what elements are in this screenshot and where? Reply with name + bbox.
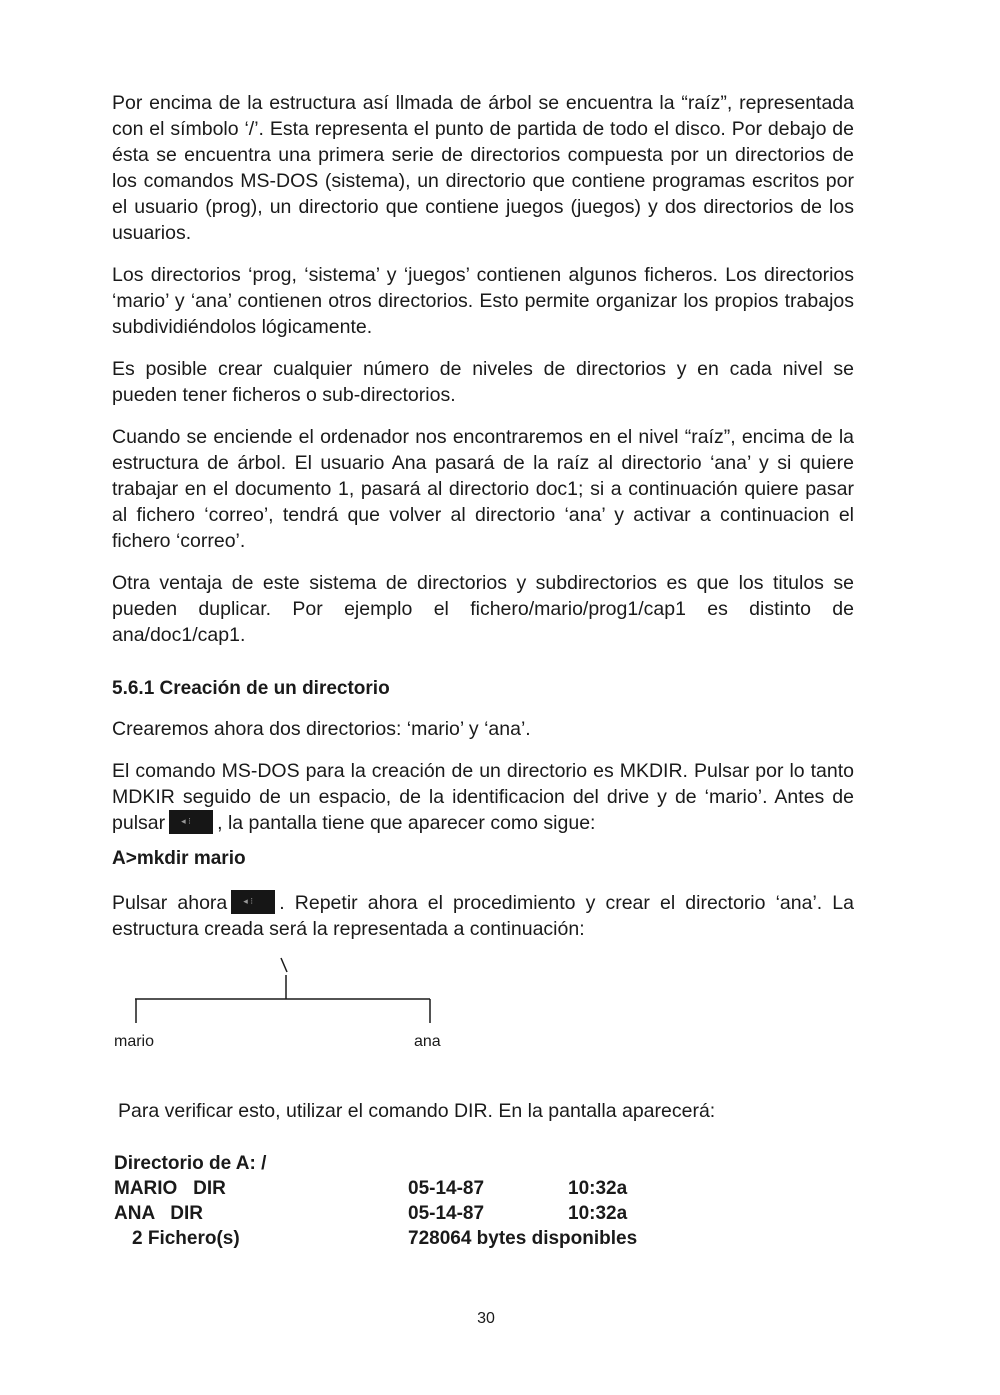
dir-row-name: MARIO DIR (114, 1178, 226, 1199)
page-number: 30 (477, 1310, 495, 1327)
paragraph-directory-contents: Los directorios ‘prog, ‘sistema’ y ‘juegos’ contienen algunos ficheros. Los directorios ‘mario’ y ‘ana’ contienen otros directorios. Esto permite organizar los propios trabajos subdividiéndolos lógicamente. (112, 264, 854, 338)
paragraph-navigation: Cuando se enciende el ordenador nos encontraremos en el nivel “raíz”, encima de la estructura de árbol. El usuario Ana pasará de la raíz al directorio ‘ana’ y si quiere trabajar en el documento 1, pasará al directorio doc1; si a continuación quiere pasar al fichero ‘correo’, tendrá que volver al directorio ‘ana’ y activar a continuacion el fichero ‘correo’. (112, 426, 854, 552)
root-symbol (281, 958, 287, 972)
tree-node-mario: mario (114, 1033, 155, 1050)
press-text-a: Pulsar ahora (112, 892, 228, 914)
dir-row-time: 10:32a (568, 1178, 628, 1199)
dir-header: Directorio de A: / (114, 1153, 267, 1174)
paragraph-levels: Es posible crear cualquier número de niveles de directorios y en cada nivel se pueden tener ficheros o sub-directorios. (112, 358, 854, 406)
tree-node-ana: ana (414, 1033, 441, 1050)
instruction-text-b: , la pantalla tiene que aparecer como sigue: (217, 812, 596, 834)
paragraph-duplicate-titles: Otra ventaja de este sistema de directorios y subdirectorios es que los titulos se pueden duplicar. Por ejemplo el fichero/mario/prog1/cap1 es distinto de ana/doc1/cap1. (112, 572, 854, 646)
verify-instruction: Para verificar esto, utilizar el comando DIR. En la pantalla aparecerá: (118, 1100, 716, 1122)
paragraph-root-description: Por encima de la estructura así llmada de árbol se encuentra la “raíz”, representada con el símbolo ‘/’. Esta representa el punto de partida de todo el disco. Por debajo de ésta se encuentra una primera serie de directorios compuesta por un directorios de los comandos MS-DOS (sistema), un directorio que contiene programas escritos por el usuario (prog), un directorio que contiene juegos (juegos) y dos directorios de los usuarios. (112, 92, 854, 244)
dir-row-date: 05-14-87 (408, 1178, 485, 1199)
section-intro: Crearemos ahora dos directorios: ‘mario’ y ‘ana’. (112, 718, 531, 740)
key-glyph: ◂ ⁝ (181, 816, 192, 826)
instruction-text-a: El comando MS-DOS para la creación de un directorio es MKDIR. Pulsar por lo tanto MDKIR seguido de un espacio, de la identificacion del drive y de ‘mario’. Antes de pulsar (112, 760, 854, 834)
section-heading: 5.6.1 Creación de un directorio (112, 678, 390, 699)
mkdir-command: A>mkdir mario (112, 848, 246, 869)
dir-row-date: 05-14-87 (408, 1203, 485, 1224)
dir-summary-count: 2 Fichero(s) (132, 1228, 240, 1249)
dir-row-time: 10:32a (568, 1203, 628, 1224)
dir-row-name: ANA DIR (114, 1203, 204, 1224)
dir-summary-free: 728064 bytes disponibles (408, 1228, 638, 1249)
key-glyph: ◂ ⁝ (243, 896, 254, 906)
press-text-b: . Repetir ahora el procedimiento y crear el directorio ‘ana’. La estructura creada será la representada a continuación: (112, 892, 854, 940)
